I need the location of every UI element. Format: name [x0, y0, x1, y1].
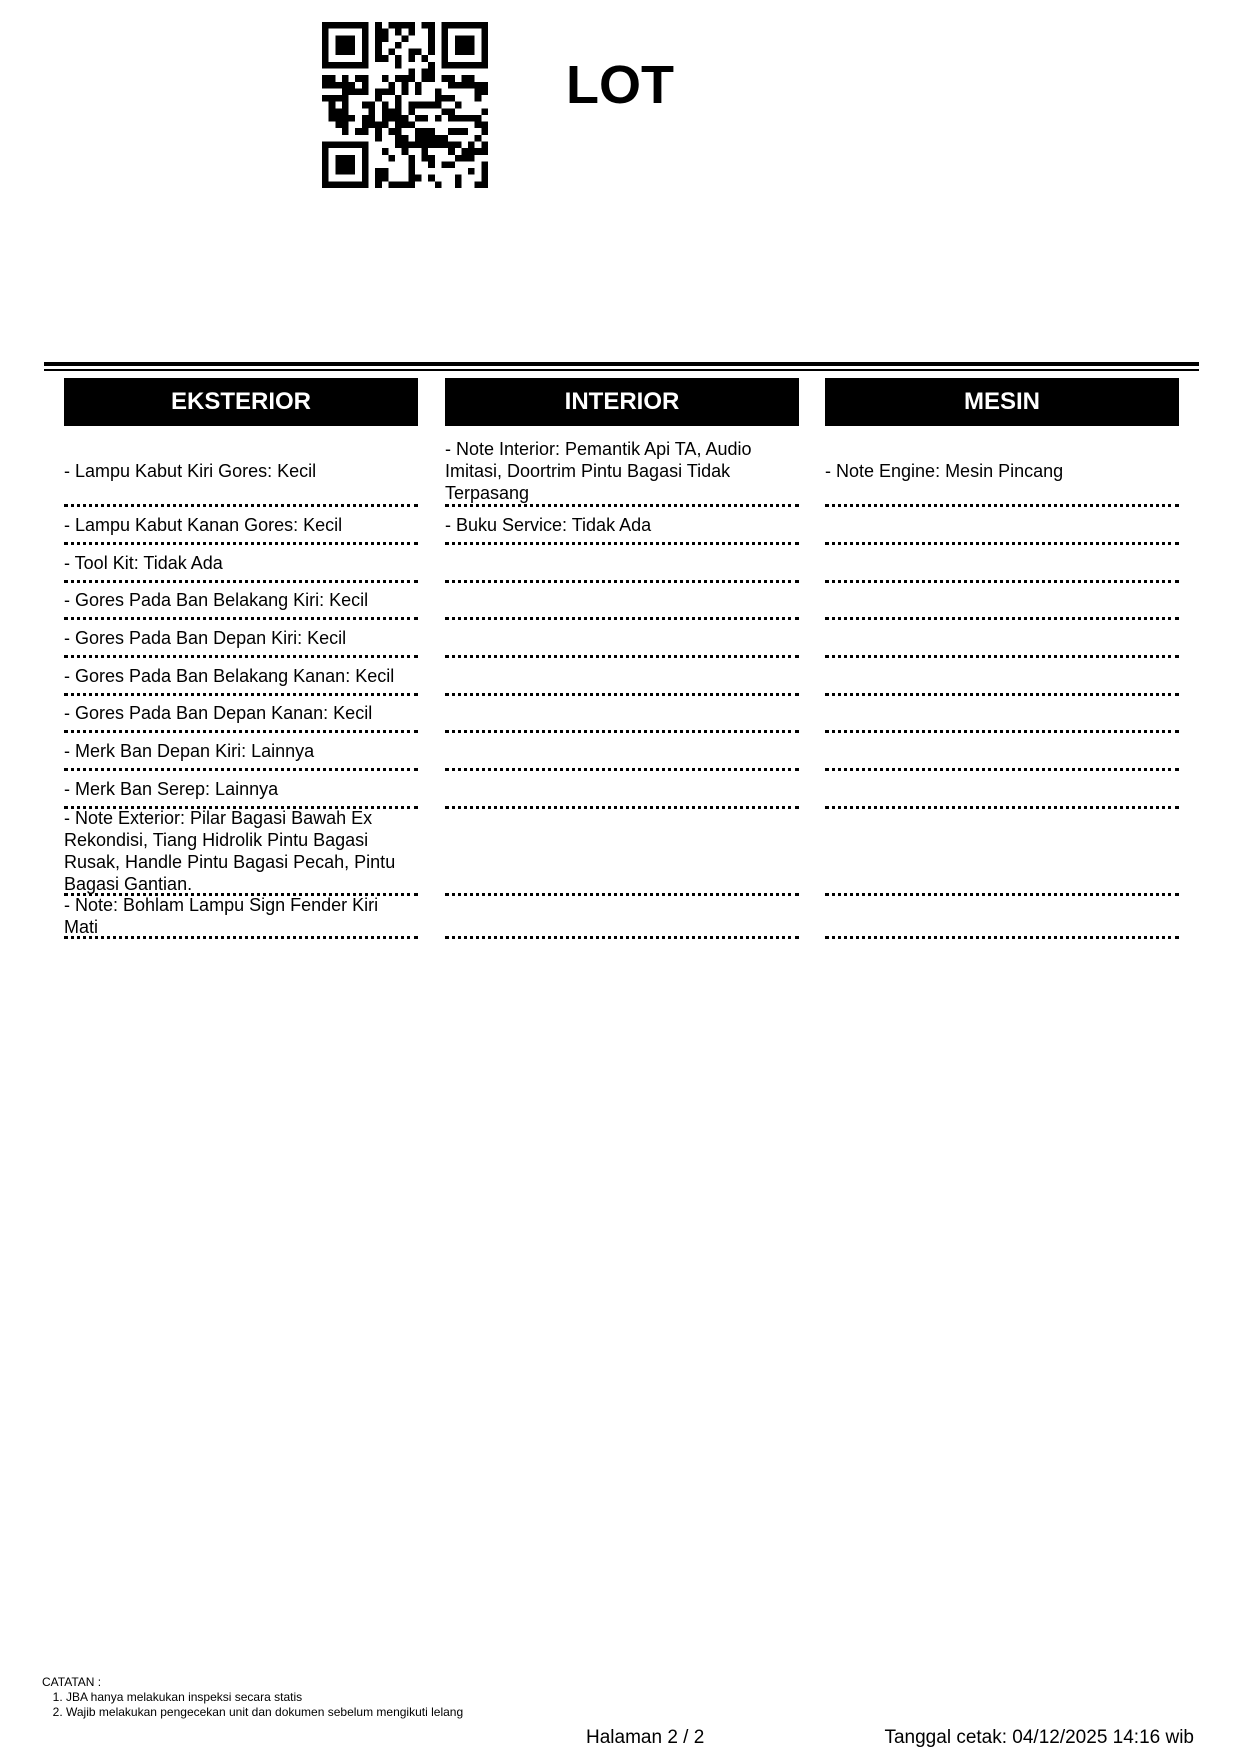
notes-title: CATATAN : [42, 1675, 102, 1689]
list-item [825, 545, 1179, 583]
list-item [445, 809, 799, 896]
list-item: - Note Engine: Mesin Pincang [825, 438, 1179, 507]
list-item [825, 620, 1179, 658]
mesin-column [825, 378, 1179, 939]
print-date: Tanggal cetak: 04/12/2025 14:16 wib [884, 1727, 1194, 1748]
mesin-header: MESIN [825, 378, 1179, 426]
list-item: - Merk Ban Serep: Lainnya [64, 771, 418, 809]
list-item [825, 583, 1179, 620]
list-item [445, 658, 799, 696]
note-item: 2. Wajib melakukan pengecekan unit dan dokumen sebelum mengikuti lelang [66, 1705, 463, 1720]
list-item [825, 733, 1179, 771]
list-item: - Lampu Kabut Kanan Gores: Kecil [64, 507, 418, 545]
list-item [825, 809, 1179, 896]
note-item: 1. JBA hanya melakukan inspeksi secara statis [66, 1690, 463, 1705]
list-item [825, 696, 1179, 733]
interior-column [445, 378, 799, 939]
list-item: - Gores Pada Ban Depan Kiri: Kecil [64, 620, 418, 658]
list-item [445, 733, 799, 771]
notes-list [42, 1690, 463, 1720]
list-item: - Tool Kit: Tidak Ada [64, 545, 418, 583]
eksterior-list [64, 426, 418, 939]
list-item: - Merk Ban Depan Kiri: Lainnya [64, 733, 418, 771]
list-item: - Buku Service: Tidak Ada [445, 507, 799, 545]
list-item [445, 696, 799, 733]
list-item [825, 658, 1179, 696]
list-item [825, 896, 1179, 939]
interior-header: INTERIOR [445, 378, 799, 426]
interior-list [445, 426, 799, 939]
header-divider-thin [44, 369, 1199, 371]
list-item [445, 583, 799, 620]
mesin-list [825, 426, 1179, 939]
list-item: - Note: Bohlam Lampu Sign Fender Kiri Mati [64, 896, 418, 939]
list-item: - Gores Pada Ban Depan Kanan: Kecil [64, 696, 418, 733]
page-number: Halaman 2 / 2 [586, 1727, 705, 1748]
lot-title: LOT [566, 55, 674, 115]
header-divider [44, 362, 1199, 366]
list-item [825, 507, 1179, 545]
qr-code [322, 22, 488, 188]
list-item: - Note Exterior: Pilar Bagasi Bawah Ex Rekondisi, Tiang Hidrolik Pintu Bagasi Rusak, Handle Pintu Bagasi Pecah, Pintu Bagasi Gantian. [64, 809, 418, 896]
list-item [825, 771, 1179, 809]
list-item: - Gores Pada Ban Belakang Kanan: Kecil [64, 658, 418, 696]
notes-section [42, 1675, 463, 1720]
list-item: - Note Interior: Pemantik Api TA, Audio Imitasi, Doortrim Pintu Bagasi Tidak Terpasang [445, 438, 799, 507]
list-item [445, 545, 799, 583]
list-item [445, 620, 799, 658]
list-item: - Lampu Kabut Kiri Gores: Kecil [64, 438, 418, 507]
list-item [445, 896, 799, 939]
list-item [445, 771, 799, 809]
eksterior-header: EKSTERIOR [64, 378, 418, 426]
list-item: - Gores Pada Ban Belakang Kiri: Kecil [64, 583, 418, 620]
eksterior-column [64, 378, 418, 939]
